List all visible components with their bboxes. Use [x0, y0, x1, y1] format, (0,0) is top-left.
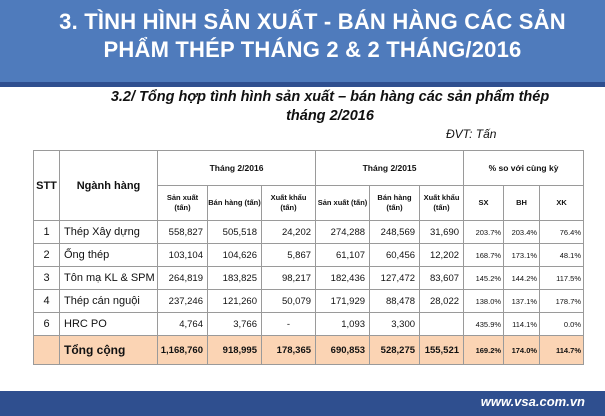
cell: 83,607: [420, 267, 464, 290]
cell: 104,626: [208, 244, 262, 267]
cell: 435.9%: [464, 313, 504, 336]
header-month-2015: Tháng 2/2015: [316, 151, 464, 186]
cell: 61,107: [316, 244, 370, 267]
cell: 28,022: [420, 290, 464, 313]
cell: 4,764: [158, 313, 208, 336]
total-stt: [34, 336, 60, 365]
total-cell: 178,365: [262, 336, 316, 365]
row-stt: 6: [34, 313, 60, 336]
cell: 117.5%: [540, 267, 584, 290]
header-month-2016: Tháng 2/2016: [158, 151, 316, 186]
row-stt: 4: [34, 290, 60, 313]
cell: 171,929: [316, 290, 370, 313]
row-name: HRC PO: [60, 313, 158, 336]
banner-stripe: [0, 82, 605, 87]
row-name: Thép Xây dựng: [60, 221, 158, 244]
cell: 264,819: [158, 267, 208, 290]
header-sub: Bán hàng (tấn): [370, 186, 420, 221]
cell: 0.0%: [540, 313, 584, 336]
cell: 137.1%: [504, 290, 540, 313]
header-sub: SX: [464, 186, 504, 221]
cell: 50,079: [262, 290, 316, 313]
row-name: Tôn mạ KL & SPM: [60, 267, 158, 290]
cell: 138.0%: [464, 290, 504, 313]
cell: 144.2%: [504, 267, 540, 290]
cell: 168.7%: [464, 244, 504, 267]
cell: 178.7%: [540, 290, 584, 313]
header-product: Ngành hàng: [60, 151, 158, 221]
header-sub: Sản xuất (tấn): [316, 186, 370, 221]
cell: 203.7%: [464, 221, 504, 244]
row-stt: 3: [34, 267, 60, 290]
table-row: [34, 244, 584, 267]
cell: 114.1%: [504, 313, 540, 336]
cell: 505,518: [208, 221, 262, 244]
cell: 24,202: [262, 221, 316, 244]
table-row: [34, 221, 584, 244]
cell: 88,478: [370, 290, 420, 313]
cell: 237,246: [158, 290, 208, 313]
header-stt: STT: [34, 151, 60, 221]
header-sub: Xuất khẩu (tấn): [262, 186, 316, 221]
total-cell: 169.2%: [464, 336, 504, 365]
cell: 558,827: [158, 221, 208, 244]
header-sub: Xuất khẩu (tấn): [420, 186, 464, 221]
row-stt: 1: [34, 221, 60, 244]
cell: 5,867: [262, 244, 316, 267]
total-cell: 174.0%: [504, 336, 540, 365]
cell: 203.4%: [504, 221, 540, 244]
cell: 182,436: [316, 267, 370, 290]
cell: 98,217: [262, 267, 316, 290]
cell: 121,260: [208, 290, 262, 313]
cell: 76.4%: [540, 221, 584, 244]
header-sub: Bán hàng (tấn): [208, 186, 262, 221]
cell: 31,690: [420, 221, 464, 244]
cell: 248,569: [370, 221, 420, 244]
row-name: Thép cán nguội: [60, 290, 158, 313]
row-name: Ống thép: [60, 244, 158, 267]
total-cell: 528,275: [370, 336, 420, 365]
cell: 60,456: [370, 244, 420, 267]
cell: 173.1%: [504, 244, 540, 267]
table-row: [34, 313, 584, 336]
cell: 183,825: [208, 267, 262, 290]
total-row: [34, 336, 584, 365]
cell: [420, 313, 464, 336]
cell: 145.2%: [464, 267, 504, 290]
cell: 3,300: [370, 313, 420, 336]
total-cell: 155,521: [420, 336, 464, 365]
cell: -: [262, 313, 316, 336]
total-cell: 690,853: [316, 336, 370, 365]
cell: 127,472: [370, 267, 420, 290]
cell: 48.1%: [540, 244, 584, 267]
footer-website-link[interactable]: www.vsa.com.vn: [480, 394, 585, 409]
unit-label: ĐVT: Tấn: [446, 127, 497, 141]
row-stt: 2: [34, 244, 60, 267]
data-table-container: [33, 150, 583, 365]
table-row: [34, 290, 584, 313]
slide-subtitle: 3.2/ Tổng hợp tình hình sản xuất – bán hàng các sản phẩm thép tháng 2/2016: [110, 89, 550, 124]
cell: 103,104: [158, 244, 208, 267]
total-label: Tổng cộng: [60, 336, 158, 365]
production-sales-table: [33, 150, 584, 365]
total-cell: 918,995: [208, 336, 262, 365]
cell: 274,288: [316, 221, 370, 244]
cell: 3,766: [208, 313, 262, 336]
cell: 12,202: [420, 244, 464, 267]
header-sub: XK: [540, 186, 584, 221]
cell: 1,093: [316, 313, 370, 336]
table-row: [34, 267, 584, 290]
slide-title: 3. TÌNH HÌNH SẢN XUẤT - BÁN HÀNG CÁC SẢN PHẨM THÉP THÁNG 2 & 2 THÁNG/2016: [59, 9, 566, 62]
total-cell: 114.7%: [540, 336, 584, 365]
header-sub: Sản xuất (tấn): [158, 186, 208, 221]
header-sub: BH: [504, 186, 540, 221]
total-cell: 1,168,760: [158, 336, 208, 365]
header-percent: % so với cùng kỳ: [464, 151, 584, 186]
